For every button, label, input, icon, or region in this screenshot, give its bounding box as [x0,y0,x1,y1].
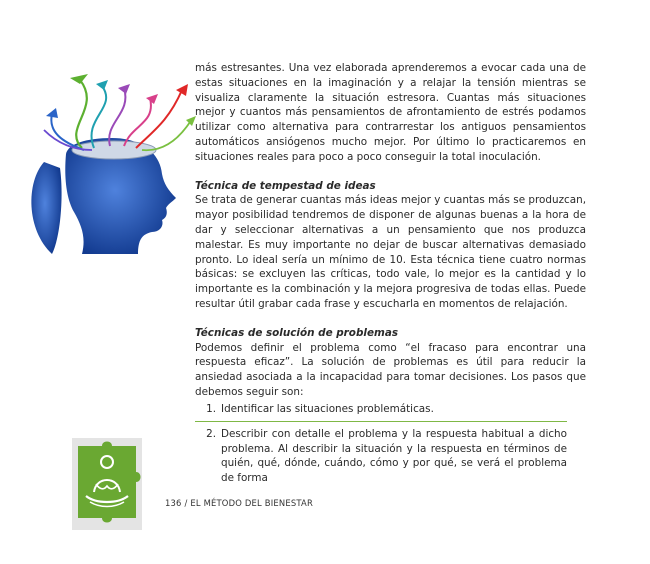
list-item [195,402,567,422]
pink-arrowhead [146,94,158,104]
steps-list [195,402,567,486]
main-text-column [195,61,586,400]
section-text-problem-solving: Podemos definir el problema como “el fracaso para encontrar una respuesta eficaz”. La solución de problemas es útil para reducir la ansiedad asociada a la incapacidad para tomar decisiones. Los pasos que debemos seguir son: [195,341,586,398]
blue-arrowhead [46,108,58,118]
section-title-problem-solving: Técnicas de solución de problemas [195,326,399,339]
running-title: / EL MÉTODO DEL BIENESTAR [184,498,313,508]
open-skull-lid [31,162,61,254]
section-text-brainstorm: Se trata de generar cuantas más ideas mejor y cuantas más se produzcan, mayor posibilidad tendremos de disponer de algunas buenas a la hora de dar y seleccionar alternativas a un pensamiento que nos produzca malestar. Es muy importante no dejar de buscar alternativas demasiado pronto. Lo ideal sería un mínimo de 10. Esta técnica tiene cuatro normas básicas: se excluyen las críticas, todo vale, lo mejor es la cantidad y lo importante es la combinación y la mejora progresiva de todas ellas. Puede resultar útil grabar cada frase y escucharla en momentos de relajación. [195,194,586,310]
purple-arrowhead [118,84,130,94]
step-text: Describir con detalle el problema y la respuesta habitual a dicho problema. Al describir la situación y la respuesta en términos de quién, qué, dónde, cuándo, cómo y por qué, se verá el problema de forma [221,427,567,485]
purple-arrow [109,88,125,146]
meditation-puzzle-icon [72,438,142,530]
page-footer [165,498,313,508]
puzzle-meditation-thumbnail [72,438,142,530]
list-item [195,427,567,486]
head-with-arrows-illustration [22,58,198,264]
step-text: Identificar las situaciones problemáticas. [221,403,434,415]
page-number: 136 [165,498,182,508]
step-number: 2. [206,427,216,440]
section-title-brainstorm: Técnica de tempestad de ideas [195,179,376,192]
step-number: 1. [206,403,216,415]
red-arrowhead [176,84,188,96]
green-arrow [76,80,87,148]
body-paragraph-1: más estresantes. Una vez elaborada aprenderemos a evocar cada una de estas situaciones en la imaginación y a relajar la tensión mientras se visualiza claramente la situación estresora. Cuantas más situaciones mejor y cuantos más pensamientos de afrontamiento de estrés podamos utilizar como alternativa para contrarrestar los antiguos pensamientos automáticos ansiógenos mucho mejor. Por último lo practicaremos en situaciones reales para poco a poco conseguir la total inoculación. [195,62,586,163]
teal-arrowhead [96,80,108,90]
green-arrowhead [70,74,88,84]
